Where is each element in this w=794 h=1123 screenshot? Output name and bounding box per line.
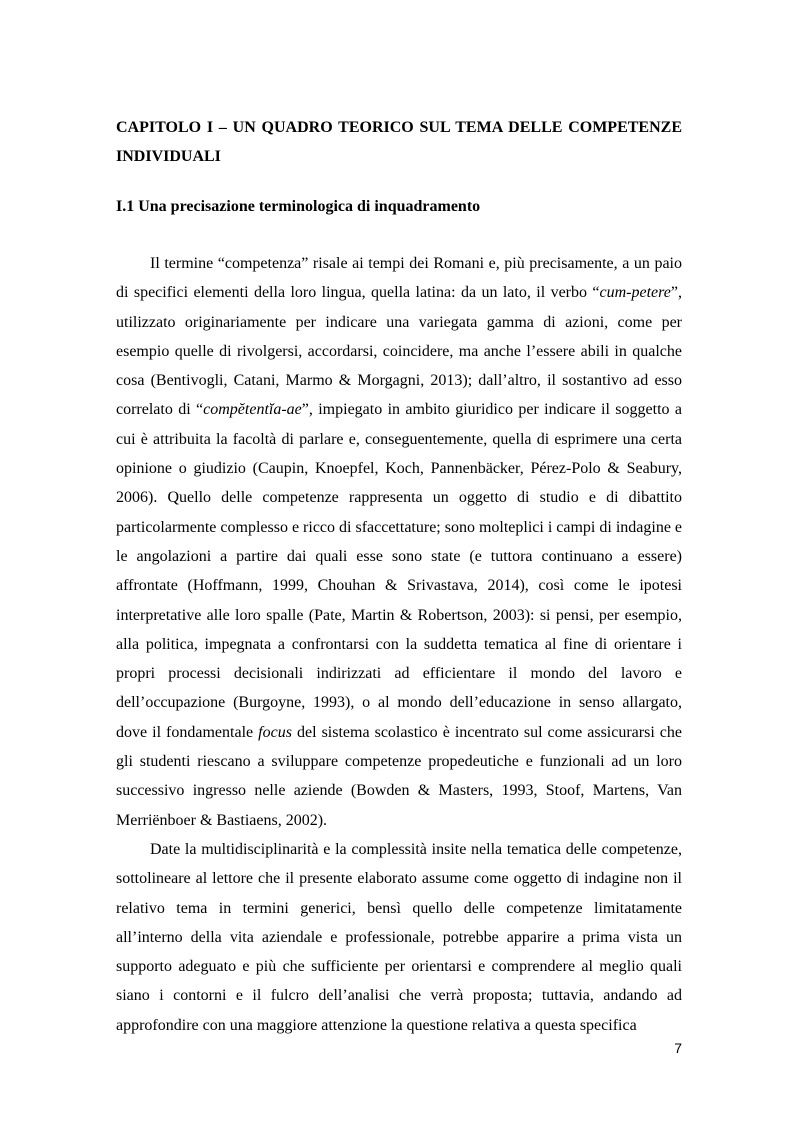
paragraph-1-text: ”, impiegato in ambito giuridico per indicare il soggetto a cui è attribuita la facoltà di parlare e, conseguentemente, quella di esprimere una certa opinione o giudizio (Caupin, Knoepfel, Koch, Pannenbäcker, Pérez-Polo & Seabury, 2006). Quello delle competenze rappresenta un oggetto di studio e di dibattito particolarmente complesso e ricco di sfaccettature; sono molteplici i campi di indagine e le angolazioni a partire dai quali esse sono state (e tuttora continuano a essere) affrontate (Hoffmann, 1999, Chouhan & Srivastava, 2014), così come le ipotesi interpretative alle loro spalle (Pate, Martin & Robertson, 2003): si pensi, per esempio, alla politica, impegnata a confrontarsi con la suddetta tematica al fine di orientare i propri processi decisionali indirizzati ad efficientare il mondo del lavoro e dell’occupazione (Burgoyne, 1993), o al mondo dell’educazione in senso allargato, dove il fondamentale xyxy=(116,401,683,741)
section-title: I.1 Una precisazione terminologica di inquadramento xyxy=(116,198,481,215)
paragraph-2 xyxy=(116,835,682,1040)
paragraph-1-text: del sistema scolastico è incentrato sul come assicurarsi che gli studenti riescano a sviluppare competenze propedeutiche e funzionali ad un loro successivo ingresso nelle aziende (Bowden & Masters, 1993, Stoof, Martens, Van Merriënboer & Bastiaens, 2002). xyxy=(116,723,683,829)
paragraph-1-text: Il termine “competenza” risale ai tempi dei Romani e, più precisamente, a un paio di specifici elementi della loro lingua, quella latina: da un lato, il verbo “ xyxy=(116,255,682,302)
paragraph-1-term-competentia: compĕtentĭa-ae xyxy=(203,401,302,419)
paragraph-1-text: ”, utilizzato originariamente per indicare una variegata gamma di azioni, come per esempio quelle di rivolgersi, accordarsi, coincidere, ma anche l’essere abili in qualche cosa (Bentivogli, Catani, Marmo & Morgagni, 2013); dall’altro, il sostantivo ad esso correlato di “ xyxy=(116,284,682,419)
page-number: 7 xyxy=(674,1040,682,1056)
paragraph-1 xyxy=(116,249,682,835)
paragraph-2-text: Date la multidisciplinarità e la complessità insite nella tematica delle competenze, sottolineare al lettore che il presente elaborato assume come oggetto di indagine non il relativo tema in termini generici, bensì quello delle competenze limitatamente all’interno della vita aziendale e professionale, potrebbe apparire a prima vista un supporto adeguato e più che sufficiente per orientarsi e comprendere al meglio quali siano i contorni e il fulcro dell’analisi che verrà proposta; tuttavia, andando ad approfondire con una maggiore attenzione la questione relativa a questa specifica xyxy=(116,840,682,1034)
body-text xyxy=(116,249,682,1040)
paragraph-1-term-cum-petere: cum-petere xyxy=(599,284,671,302)
paragraph-1-term-focus: focus xyxy=(258,723,292,741)
chapter-title: CAPITOLO I – UN QUADRO TEORICO SUL TEMA DELLE COMPETENZE INDIVIDUALI xyxy=(116,119,682,165)
